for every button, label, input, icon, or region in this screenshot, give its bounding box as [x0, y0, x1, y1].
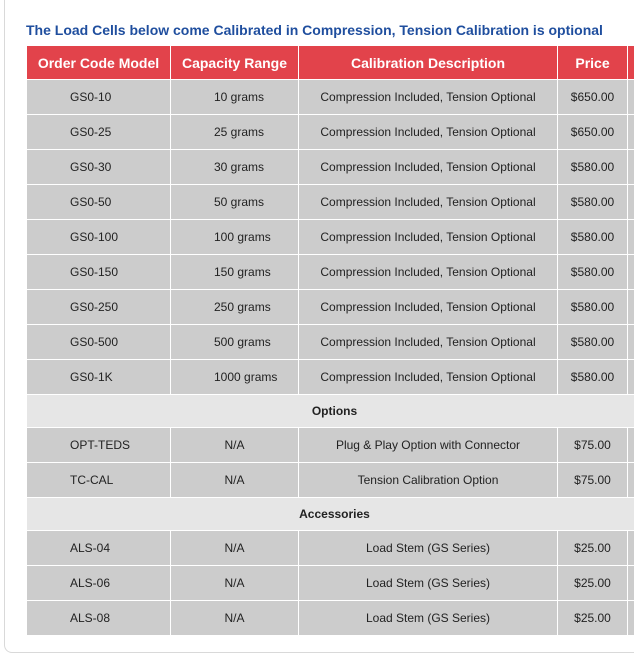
- cell-price: $650.00: [558, 115, 628, 150]
- cell-capacity: N/A: [171, 566, 299, 601]
- cell-extra: [628, 601, 634, 636]
- cell-model: TC-CAL: [27, 463, 171, 498]
- section-options: [27, 395, 634, 428]
- cell-model: GS0-30: [27, 150, 171, 185]
- column-header-description: Calibration Description: [299, 46, 558, 80]
- cell-model: ALS-06: [27, 566, 171, 601]
- cell-model: OPT-TEDS: [27, 428, 171, 463]
- cell-model: GS0-100: [27, 220, 171, 255]
- cell-extra: [628, 255, 634, 290]
- table-row: [27, 325, 634, 360]
- cell-extra: [628, 325, 634, 360]
- cell-capacity: N/A: [171, 601, 299, 636]
- cell-description: Plug & Play Option with Connector: [299, 428, 558, 463]
- cell-capacity: 1000 grams: [171, 360, 299, 395]
- cell-extra: [628, 80, 634, 115]
- cell-price: $580.00: [558, 255, 628, 290]
- cell-extra: [628, 150, 634, 185]
- section-options-label: Options: [27, 395, 634, 428]
- table-row: [27, 185, 634, 220]
- cell-price: $580.00: [558, 290, 628, 325]
- column-header-model: Order Code Model: [27, 46, 171, 80]
- cell-capacity: 250 grams: [171, 290, 299, 325]
- cell-model: GS0-50: [27, 185, 171, 220]
- cell-description: Compression Included, Tension Optional: [299, 360, 558, 395]
- cell-description: Compression Included, Tension Optional: [299, 115, 558, 150]
- table-row: [27, 360, 634, 395]
- cell-description: Tension Calibration Option: [299, 463, 558, 498]
- cell-extra: [628, 220, 634, 255]
- cell-description: Compression Included, Tension Optional: [299, 150, 558, 185]
- cell-price: $580.00: [558, 325, 628, 360]
- cell-capacity: 500 grams: [171, 325, 299, 360]
- cell-model: GS0-10: [27, 80, 171, 115]
- cell-price: $650.00: [558, 80, 628, 115]
- cell-description: Load Stem (GS Series): [299, 531, 558, 566]
- cell-capacity: 50 grams: [171, 185, 299, 220]
- cell-capacity: 30 grams: [171, 150, 299, 185]
- cell-capacity: 100 grams: [171, 220, 299, 255]
- cell-capacity: 150 grams: [171, 255, 299, 290]
- section-accessories-label: Accessories: [27, 498, 634, 531]
- cell-price: $25.00: [558, 531, 628, 566]
- cell-capacity: 10 grams: [171, 80, 299, 115]
- cell-description: Compression Included, Tension Optional: [299, 325, 558, 360]
- cell-description: Compression Included, Tension Optional: [299, 80, 558, 115]
- cell-model: GS0-150: [27, 255, 171, 290]
- cell-extra: [628, 531, 634, 566]
- table-row: [27, 428, 634, 463]
- price-table: [26, 45, 634, 636]
- cell-extra: [628, 290, 634, 325]
- table-body: [27, 80, 634, 636]
- table-row: [27, 220, 634, 255]
- column-header-price: Price: [558, 46, 628, 80]
- cell-model: GS0-500: [27, 325, 171, 360]
- cell-capacity: 25 grams: [171, 115, 299, 150]
- table-row: [27, 601, 634, 636]
- page-heading: The Load Cells below come Calibrated in Compression, Tension Calibration is optional: [26, 22, 603, 38]
- cell-model: GS0-250: [27, 290, 171, 325]
- cell-price: $580.00: [558, 185, 628, 220]
- cell-description: Compression Included, Tension Optional: [299, 220, 558, 255]
- table-row: [27, 115, 634, 150]
- cell-capacity: N/A: [171, 428, 299, 463]
- cell-description: Load Stem (GS Series): [299, 601, 558, 636]
- cell-model: ALS-08: [27, 601, 171, 636]
- cell-capacity: N/A: [171, 463, 299, 498]
- table-row: [27, 531, 634, 566]
- cell-description: Compression Included, Tension Optional: [299, 290, 558, 325]
- cell-price: $580.00: [558, 220, 628, 255]
- table-row: [27, 566, 634, 601]
- cell-model: GS0-1K: [27, 360, 171, 395]
- cell-price: $75.00: [558, 463, 628, 498]
- cell-extra: [628, 360, 634, 395]
- cell-price: $25.00: [558, 601, 628, 636]
- cell-model: ALS-04: [27, 531, 171, 566]
- cell-price: $580.00: [558, 150, 628, 185]
- section-accessories: [27, 498, 634, 531]
- cell-capacity: N/A: [171, 531, 299, 566]
- cell-price: $25.00: [558, 566, 628, 601]
- cell-extra: [628, 566, 634, 601]
- cell-extra: [628, 463, 634, 498]
- table-row: [27, 80, 634, 115]
- cell-extra: [628, 185, 634, 220]
- cell-description: Compression Included, Tension Optional: [299, 185, 558, 220]
- cell-description: Load Stem (GS Series): [299, 566, 558, 601]
- column-header-extra: [628, 46, 634, 80]
- table-row: [27, 255, 634, 290]
- table-row: [27, 150, 634, 185]
- table-row: [27, 463, 634, 498]
- cell-price: $75.00: [558, 428, 628, 463]
- column-header-capacity: Capacity Range: [171, 46, 299, 80]
- cell-extra: [628, 428, 634, 463]
- cell-description: Compression Included, Tension Optional: [299, 255, 558, 290]
- table-row: [27, 290, 634, 325]
- table-header: [27, 46, 634, 80]
- cell-model: GS0-25: [27, 115, 171, 150]
- header-row: [27, 46, 634, 80]
- cell-extra: [628, 115, 634, 150]
- cell-price: $580.00: [558, 360, 628, 395]
